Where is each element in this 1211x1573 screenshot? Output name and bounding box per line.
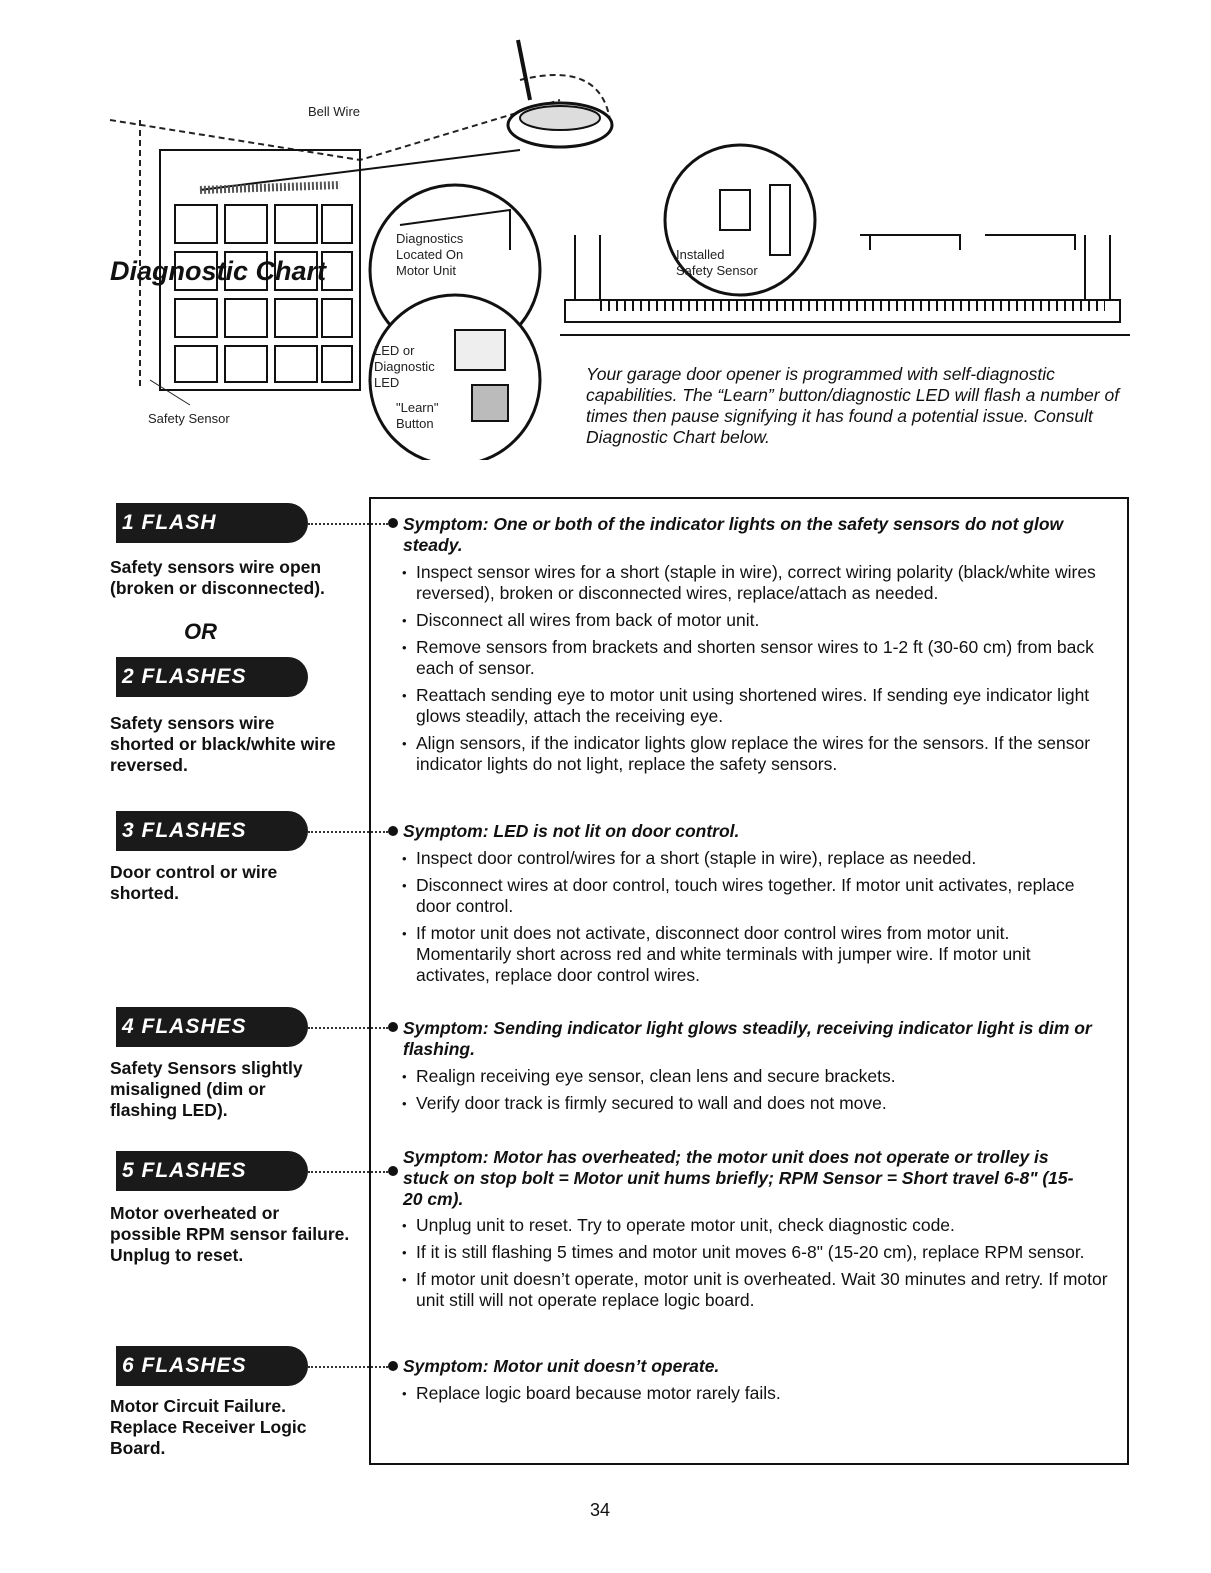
learn-callout-line-2: Button <box>396 416 434 431</box>
step-5-1: • Unplug unit to reset. Try to operate motor unit, check diagnostic code. <box>398 1215 1123 1236</box>
step-1-5: • Align sensors, if the indicator lights glow replace the wires for the sensors. If the sensor indicator lights do not light, replace the safety sensors. <box>398 733 1098 775</box>
flash-cause-6: Motor Circuit Failure. Replace Receiver Logic Board. <box>110 1396 307 1458</box>
step-6-1: • Replace logic board because motor rarely fails. <box>398 1383 1118 1404</box>
symptom-bullet-5 <box>388 1166 398 1176</box>
symptom-bullet-6 <box>388 1361 398 1371</box>
led-callout-line-3: LED <box>374 375 400 390</box>
symptom-bullet-3 <box>388 826 398 836</box>
flash-cause-1: Safety sensors wire open (broken or disconnected). <box>110 557 325 598</box>
step-5-2: • If it is still flashing 5 times and motor unit moves 6-8" (15-20 cm), replace RPM sensor. <box>398 1242 1123 1263</box>
diagnostics-callout-line-3: Motor Unit <box>396 263 456 278</box>
flash-cause-3: Door control or wire shorted. <box>110 862 278 903</box>
symptom-5: Symptom: Motor has overheated; the motor unit does not operate or trolley is stuck on stop bolt = Motor unit hums briefly; RPM Sensor = Short travel 6-8" (15-20 cm). <box>403 1147 1074 1209</box>
flash-badge-2: 2 FLASHES <box>110 657 308 697</box>
symptom-bullet-4 <box>388 1022 398 1032</box>
flash-badge-5: 5 FLASHES <box>110 1151 308 1191</box>
page-number: 34 <box>590 1500 611 1520</box>
step-4-2: • Verify door track is firmly secured to wall and does not move. <box>398 1093 1118 1114</box>
flash-cause-4: Safety Sensors slightly misaligned (dim or flashing LED). <box>110 1058 303 1120</box>
symptom-1: Symptom: One or both of the indicator lights on the safety sensors do not glow steady. <box>403 514 1064 555</box>
step-1-3: • Remove sensors from brackets and shorten sensor wires to 1-2 ft (30-60 cm) from back each of sensor. <box>398 637 1098 679</box>
led-callout-line-2: Diagnostic <box>374 359 435 374</box>
steps-list-1 <box>398 562 1098 781</box>
step-4-1: • Realign receiving eye sensor, clean lens and secure brackets. <box>398 1066 1118 1087</box>
or-label: OR <box>184 619 217 644</box>
steps-list-5 <box>398 1215 1123 1317</box>
learn-callout-line-1: "Learn" <box>396 400 439 415</box>
step-1-2: • Disconnect all wires from back of motor unit. <box>398 610 1098 631</box>
steps-list-4 <box>398 1066 1118 1120</box>
step-3-1: • Inspect door control/wires for a short (staple in wire), replace as needed. <box>398 848 1108 869</box>
diagnostics-callout-line-1: Diagnostics <box>396 231 464 246</box>
chart-title: Diagnostic Chart <box>110 256 327 286</box>
steps-list-6 <box>398 1383 1118 1410</box>
led-callout-line-1: LED or <box>374 343 415 358</box>
flash-badge-4: 4 FLASHES <box>110 1007 308 1047</box>
flash-badge-3: 3 FLASHES <box>110 811 308 851</box>
flash-badge-6: 6 FLASHES <box>110 1346 308 1386</box>
symptom-6: Symptom: Motor unit doesn’t operate. <box>403 1356 720 1376</box>
symptom-3: Symptom: LED is not lit on door control. <box>403 821 740 841</box>
flash-cause-5: Motor overheated or possible RPM sensor failure. Unplug to reset. <box>110 1203 350 1265</box>
safety-sensor-label: Safety Sensor <box>148 411 230 426</box>
flash-cause-2: Safety sensors wire shorted or black/white wire reversed. <box>110 713 336 775</box>
symptom-bullet-1 <box>388 518 398 528</box>
step-1-4: • Reattach sending eye to motor unit using shortened wires. If sending eye indicator light glows steadily, attach the receiving eye. <box>398 685 1098 727</box>
step-1-1: • Inspect sensor wires for a short (staple in wire), correct wiring polarity (black/white wires reversed), broken or disconnected wires, replace/attach as needed. <box>398 562 1098 604</box>
flash-badge-1: 1 FLASH <box>110 503 308 543</box>
step-3-2: • Disconnect wires at door control, touch wires together. If motor unit activates, replace door control. <box>398 875 1108 917</box>
diagnostics-callout-line-2: Located On <box>396 247 464 262</box>
bell-wire-label: Bell Wire <box>308 104 361 119</box>
step-3-3: • If motor unit does not activate, disconnect door control wires from motor unit. Momentarily short across red and white terminals with jumper wire. If motor unit activates, replace door control wires. <box>398 923 1108 986</box>
symptom-4: Symptom: Sending indicator light glows steadily, receiving indicator light is dim or flashing. <box>403 1018 1092 1059</box>
step-5-3: • If motor unit doesn’t operate, motor unit is overheated. Wait 30 minutes and retry. If motor unit still will not operate replace logic board. <box>398 1269 1123 1311</box>
installed-callout-line-1: Installed <box>676 247 725 262</box>
installed-callout-line-2: Safety Sensor <box>676 263 758 278</box>
intro-paragraph: Your garage door opener is programmed with self-diagnostic capabilities. The “Learn” button/diagnostic LED will flash a number of times then pause signifying it has found a potential issue. Consult Diagnostic Chart below. <box>586 364 1120 447</box>
steps-list-3 <box>398 848 1108 992</box>
